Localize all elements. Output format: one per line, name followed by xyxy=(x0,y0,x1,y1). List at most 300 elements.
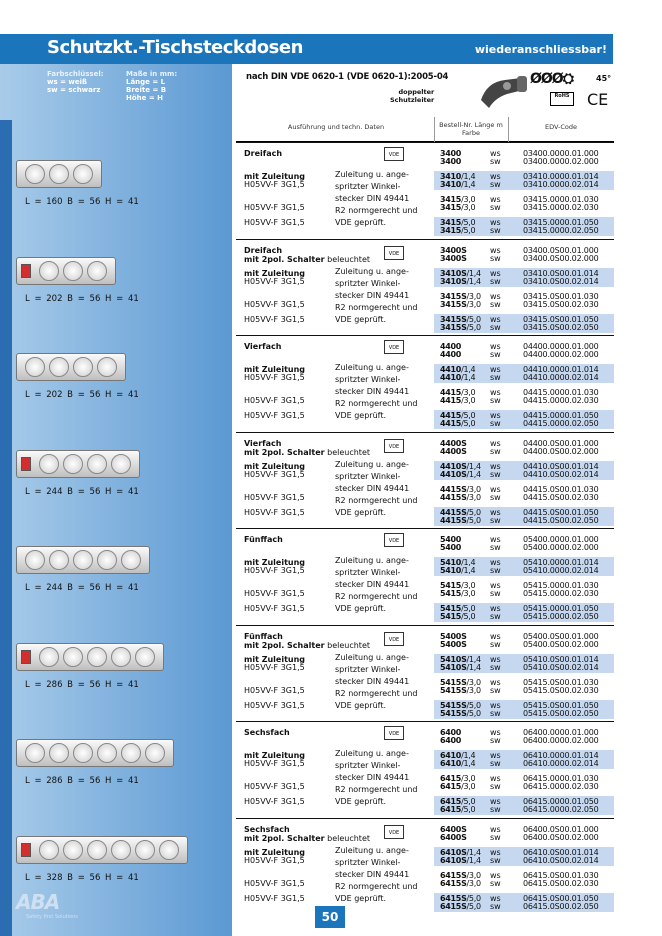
cable-description-line: R2 normgerecht und xyxy=(335,495,418,505)
order-code: 3415 xyxy=(440,195,462,204)
product-block xyxy=(236,818,614,915)
cable-description-line: Zuleitung u. ange- xyxy=(335,459,409,469)
edv-code: 03415.0S00.02.050 xyxy=(523,322,599,332)
power-strip-image xyxy=(16,450,140,478)
cable-type: H05VV-F 3G1,5 xyxy=(244,218,305,227)
order-number xyxy=(440,833,467,842)
color-code: ws xyxy=(490,728,501,737)
color-code: sw xyxy=(490,253,501,263)
edv-code: 05410.0000.02.014 xyxy=(523,566,599,575)
with-cable-label: mit Zuleitung xyxy=(244,172,306,181)
switch-note: beleuchtet xyxy=(324,447,370,457)
power-strip-image xyxy=(16,739,174,767)
cable-description-line: stecker DIN 49441 xyxy=(335,869,410,879)
left-edge-strip xyxy=(0,120,12,936)
order-code: 6415 xyxy=(440,774,462,783)
color-code: sw xyxy=(490,805,501,814)
cable-description-line: spritzter Winkel- xyxy=(335,182,401,191)
color-code: sw xyxy=(490,180,501,189)
socket-icon xyxy=(73,743,93,763)
cable-description-line: R2 normgerecht und xyxy=(335,399,418,408)
color-code: ws xyxy=(490,604,501,613)
edv-code: 03415.0S00.02.030 xyxy=(523,299,599,309)
color-code: ws xyxy=(490,654,501,664)
with-cable-label: mit Zuleitung xyxy=(244,365,306,374)
order-code: 4415S xyxy=(440,515,467,525)
column-header-order-number-line1: Bestell-Nr. Länge m xyxy=(439,121,503,129)
cable-length: /3,0 xyxy=(466,484,481,494)
edv-code: 05410.0S00.02.014 xyxy=(523,662,599,672)
edv-code: 04415.0000.01.030 xyxy=(523,388,599,397)
cable-length: /5,0 xyxy=(466,507,481,517)
cable-type: H05VV-F 3G1,5 xyxy=(244,299,305,309)
cable-description-line: VDE geprüft. xyxy=(335,700,387,710)
cable-length: /5,0 xyxy=(461,419,476,428)
edv-code: 05415.0000.01.030 xyxy=(523,581,599,590)
color-code: ws xyxy=(490,461,501,471)
color-code: sw xyxy=(490,203,501,212)
edv-code: 06410.0S00.02.014 xyxy=(523,855,599,865)
cable-description-line: spritzter Winkel- xyxy=(335,857,401,867)
socket-icon xyxy=(63,647,83,667)
cable-description xyxy=(335,169,435,229)
cable-type: H05VV-F 3G1,5 xyxy=(244,411,305,420)
product-title: Vierfach xyxy=(244,342,282,351)
power-switch-icon xyxy=(21,264,31,278)
cable-description-line: R2 normgerecht und xyxy=(335,302,418,312)
norm-text: nach DIN VDE 0620-1 (VDE 0620-1):2005-04 xyxy=(246,72,449,82)
order-number xyxy=(440,419,475,428)
page-number: 50 xyxy=(315,906,345,928)
cable-length: /3,0 xyxy=(461,589,476,598)
order-number xyxy=(440,782,475,791)
order-number xyxy=(440,805,475,814)
product-heading xyxy=(244,342,281,351)
color-code: ws xyxy=(490,314,501,324)
order-code: 6400 xyxy=(440,728,462,737)
header-bar xyxy=(0,34,613,64)
cable-length: /3,0 xyxy=(461,782,476,791)
order-code: 6415S xyxy=(440,878,467,888)
cable-type: H05VV-F 3G1,5 xyxy=(244,893,305,903)
cable-length: /3,0 xyxy=(466,299,481,309)
order-code: 3400 xyxy=(440,149,462,158)
color-code: sw xyxy=(490,855,501,865)
socket-icon xyxy=(49,164,69,184)
edv-code: 05400.0000.02.000 xyxy=(523,543,599,552)
product-block xyxy=(236,625,614,722)
page-title: Schutzkt.-Tischsteckdosen xyxy=(47,37,303,58)
order-code: 5415S xyxy=(440,677,467,687)
color-code: sw xyxy=(490,612,501,621)
cable-description-line: VDE geprüft. xyxy=(335,314,387,324)
cable-length: /1,4 xyxy=(461,172,476,181)
edv-code: 03415.0S00.01.030 xyxy=(523,291,599,301)
order-code: 4415S xyxy=(440,484,467,494)
order-code: 5415S xyxy=(440,700,467,710)
order-number xyxy=(440,350,461,359)
edv-code: 06400.0S00.01.000 xyxy=(523,824,599,834)
cable-description-line: stecker DIN 49441 xyxy=(335,676,410,686)
brand-tagline: Safety first Solutions xyxy=(26,914,78,920)
order-code: 3410 xyxy=(440,180,462,189)
cable-description-line: VDE geprüft. xyxy=(335,218,387,227)
cable-length: /3,0 xyxy=(466,677,481,687)
edv-code: 03410.0000.01.014 xyxy=(523,172,599,181)
order-code: 3410 xyxy=(440,172,462,181)
color-code: ws xyxy=(490,388,501,397)
product-dimensions: L = 202 B = 56 H = 41 xyxy=(25,293,139,304)
socket-icon xyxy=(39,454,59,474)
color-code: sw xyxy=(490,759,501,768)
edv-code: 03410.0S00.01.014 xyxy=(523,268,599,278)
order-code: 3400S xyxy=(440,253,467,263)
column-header-description: Ausführung und techn. Daten xyxy=(287,123,385,131)
edv-code: 04400.0000.01.000 xyxy=(523,342,599,351)
cable-length: /3,0 xyxy=(466,492,481,502)
color-code: ws xyxy=(490,774,501,783)
color-code: sw xyxy=(490,662,501,672)
cable-length: /1,4 xyxy=(461,558,476,567)
color-code: sw xyxy=(490,566,501,575)
order-number xyxy=(440,516,481,525)
color-code: ws xyxy=(490,847,501,857)
order-code: 5410 xyxy=(440,566,462,575)
product-title: Dreifach xyxy=(244,149,283,158)
double-earth-line2: Schutzleiter xyxy=(390,96,435,104)
edv-code: 06410.0S00.01.014 xyxy=(523,847,599,857)
order-number xyxy=(440,203,475,212)
order-number xyxy=(440,254,467,263)
safety-symbols: ØØØ⛭ xyxy=(530,71,573,87)
cable-length: /1,4 xyxy=(466,654,481,664)
socket-icon xyxy=(97,550,117,570)
edv-code: 05415.0000.02.050 xyxy=(523,612,599,621)
order-number xyxy=(440,612,475,621)
color-code: sw xyxy=(490,446,501,456)
product-heading xyxy=(244,825,370,843)
color-code: sw xyxy=(490,322,501,332)
cable-type: H05VV-F 3G1,5 xyxy=(244,469,305,479)
order-number xyxy=(440,470,481,479)
edv-code: 03400.0000.02.000 xyxy=(523,157,599,166)
socket-icon xyxy=(145,743,165,763)
socket-icon xyxy=(111,647,131,667)
edv-code: 06415.0S00.01.050 xyxy=(523,893,599,903)
power-strip-image xyxy=(16,257,116,285)
socket-icon xyxy=(97,743,117,763)
color-code: sw xyxy=(490,736,501,745)
socket-icon xyxy=(97,357,117,377)
color-code: ws xyxy=(490,268,501,278)
socket-icon xyxy=(63,454,83,474)
with-cable-label: mit Zuleitung xyxy=(244,268,306,278)
socket-icon xyxy=(111,454,131,474)
socket-icon xyxy=(73,550,93,570)
color-code: ws xyxy=(490,484,501,494)
order-code: 5400 xyxy=(440,543,462,552)
edv-code: 03410.0S00.02.014 xyxy=(523,276,599,286)
cable-type: H05VV-F 3G1,5 xyxy=(244,589,305,598)
color-code: ws xyxy=(490,342,501,351)
power-switch-icon xyxy=(21,650,31,664)
product-switch-line xyxy=(244,641,370,650)
socket-icon xyxy=(25,550,45,570)
cable-length: /3,0 xyxy=(461,581,476,590)
socket-icon xyxy=(39,840,59,860)
cable-type: H05VV-F 3G1,5 xyxy=(244,507,305,517)
edv-code: 04415.0S00.01.050 xyxy=(523,507,599,517)
color-code: sw xyxy=(490,589,501,598)
order-code: 3400 xyxy=(440,157,462,166)
order-code: 6410S xyxy=(440,847,467,857)
color-code: sw xyxy=(490,639,501,649)
order-code: 3415S xyxy=(440,322,467,332)
socket-icon xyxy=(73,357,93,377)
cable-description-line: stecker DIN 49441 xyxy=(335,483,410,493)
cable-length: /1,4 xyxy=(466,469,481,479)
color-code: ws xyxy=(490,507,501,517)
double-earth-line1: doppelter xyxy=(398,88,435,96)
power-strip-image xyxy=(16,836,188,864)
cable-description-line: spritzter Winkel- xyxy=(335,471,401,481)
product-heading xyxy=(244,439,370,457)
order-code: 4415 xyxy=(440,388,462,397)
cable-length: /5,0 xyxy=(461,411,476,420)
socket-icon xyxy=(49,743,69,763)
edv-code: 06415.0S00.02.050 xyxy=(523,901,599,911)
order-code: 5415 xyxy=(440,581,462,590)
cable-description-line: R2 normgerecht und xyxy=(335,785,418,794)
product-heading xyxy=(244,728,290,737)
color-code: ws xyxy=(490,797,501,806)
socket-icon xyxy=(39,647,59,667)
cable-length: /1,4 xyxy=(461,751,476,760)
color-code: sw xyxy=(490,419,501,428)
order-code: 4415 xyxy=(440,396,462,405)
power-strip-image xyxy=(16,546,150,574)
socket-icon xyxy=(25,357,45,377)
color-code: ws xyxy=(490,535,501,544)
product-dimensions: L = 244 B = 56 H = 41 xyxy=(25,486,139,497)
order-code: 6415 xyxy=(440,797,462,806)
cable-length: /5,0 xyxy=(461,797,476,806)
cable-type: H05VV-F 3G1,5 xyxy=(244,314,305,324)
cable-description-line: spritzter Winkel- xyxy=(335,375,401,384)
edv-code: 06415.0S00.02.030 xyxy=(523,878,599,888)
cable-type: H05VV-F 3G1,5 xyxy=(244,797,305,806)
cable-type: H05VV-F 3G1,5 xyxy=(244,566,305,575)
order-number xyxy=(440,736,461,745)
color-code: ws xyxy=(490,291,501,301)
dimension-legend xyxy=(126,70,177,102)
color-code: sw xyxy=(490,782,501,791)
order-code: 6415S xyxy=(440,870,467,880)
socket-icon xyxy=(63,840,83,860)
edv-code: 06415.0000.02.050 xyxy=(523,805,599,814)
product-title: Sechsfach xyxy=(244,824,290,834)
color-code: sw xyxy=(490,685,501,695)
cable-description xyxy=(335,362,435,422)
cable-length: /3,0 xyxy=(461,195,476,204)
edv-code: 06410.0000.02.014 xyxy=(523,759,599,768)
order-code: 5415S xyxy=(440,708,467,718)
order-number xyxy=(440,759,475,768)
order-number xyxy=(440,277,481,286)
cable-type: H05VV-F 3G1,5 xyxy=(244,685,305,695)
color-code: sw xyxy=(490,469,501,479)
edv-code: 04415.0S00.02.030 xyxy=(523,492,599,502)
product-title: Sechsfach xyxy=(244,728,290,737)
order-code: 3415S xyxy=(440,299,467,309)
order-code: 6415 xyxy=(440,805,462,814)
cable-description-line: stecker DIN 49441 xyxy=(335,290,410,300)
order-number xyxy=(440,543,461,552)
socket-icon xyxy=(25,743,45,763)
cable-description-line: stecker DIN 49441 xyxy=(335,773,410,782)
edv-code: 05415.0S00.02.050 xyxy=(523,708,599,718)
color-code: ws xyxy=(490,700,501,710)
dimension-legend-length: Länge = L xyxy=(126,78,166,86)
ce-mark: CE xyxy=(587,90,609,109)
cable-description xyxy=(335,845,435,905)
cable-type: H05VV-F 3G1,5 xyxy=(244,276,305,286)
cable-type: H05VV-F 3G1,5 xyxy=(244,396,305,405)
edv-code: 04415.0000.01.050 xyxy=(523,411,599,420)
order-number xyxy=(440,640,467,649)
cable-length: /1,4 xyxy=(461,759,476,768)
order-code: 3415 xyxy=(440,203,462,212)
product-block xyxy=(236,142,614,239)
cable-length: /5,0 xyxy=(461,218,476,227)
order-code: 4410 xyxy=(440,373,462,382)
switch-note: beleuchtet xyxy=(324,254,370,264)
edv-code: 05400.0S00.02.000 xyxy=(523,639,599,649)
order-code: 6400S xyxy=(440,832,467,842)
socket-icon xyxy=(87,647,107,667)
cable-length: /5,0 xyxy=(466,322,481,332)
order-code: 3415S xyxy=(440,291,467,301)
color-code: sw xyxy=(490,515,501,525)
order-code: 4415S xyxy=(440,507,467,517)
product-heading xyxy=(244,535,283,544)
cable-length: /3,0 xyxy=(461,203,476,212)
with-cable-label: mit Zuleitung xyxy=(244,558,306,567)
with-cable-label: mit Zuleitung xyxy=(244,654,306,664)
order-code: 4400S xyxy=(440,438,467,448)
cable-description-line: spritzter Winkel- xyxy=(335,278,401,288)
cable-description-line: VDE geprüft. xyxy=(335,604,387,613)
color-code: sw xyxy=(490,901,501,911)
edv-code: 06400.0000.02.000 xyxy=(523,736,599,745)
socket-icon xyxy=(87,261,107,281)
cable-description-line: VDE geprüft. xyxy=(335,797,387,806)
cable-length: /5,0 xyxy=(461,604,476,613)
edv-code: 06415.0000.02.030 xyxy=(523,782,599,791)
cable-length: /1,4 xyxy=(466,268,481,278)
order-code: 6410S xyxy=(440,855,467,865)
edv-code: 03415.0000.02.030 xyxy=(523,203,599,212)
cable-length: /5,0 xyxy=(461,226,476,235)
edv-code: 03400.0S00.02.000 xyxy=(523,253,599,263)
product-title: Vierfach xyxy=(244,438,282,448)
cable-length: /1,4 xyxy=(466,461,481,471)
order-number xyxy=(440,180,475,189)
vde-mark-icon: VDE xyxy=(384,439,404,453)
cable-type: H05VV-F 3G1,5 xyxy=(244,373,305,382)
cable-length: /5,0 xyxy=(461,612,476,621)
order-code: 5400 xyxy=(440,535,462,544)
color-code: sw xyxy=(490,492,501,502)
order-code: 6410 xyxy=(440,759,462,768)
edv-code: 03400.0S00.01.000 xyxy=(523,245,599,255)
cable-description-line: VDE geprüft. xyxy=(335,507,387,517)
socket-icon xyxy=(111,840,131,860)
edv-code: 05415.0000.02.030 xyxy=(523,589,599,598)
column-header-order-number xyxy=(434,121,508,137)
socket-icon xyxy=(135,647,155,667)
switch-label: mit 2pol. Schalter xyxy=(244,254,325,264)
edv-code: 05415.0000.01.050 xyxy=(523,604,599,613)
cable-description-line: Zuleitung u. ange- xyxy=(335,845,409,855)
norm-header xyxy=(232,64,613,120)
column-header-color: Farbe xyxy=(462,129,480,137)
cable-description-line: R2 normgerecht und xyxy=(335,206,418,215)
power-strip-image xyxy=(16,643,164,671)
edv-code: 05400.0S00.01.000 xyxy=(523,631,599,641)
cable-description-line: stecker DIN 49441 xyxy=(335,387,410,396)
with-cable-label: mit Zuleitung xyxy=(244,847,306,857)
edv-code: 04410.0000.02.014 xyxy=(523,373,599,382)
color-code: ws xyxy=(490,149,501,158)
socket-icon xyxy=(87,454,107,474)
order-code: 4400S xyxy=(440,446,467,456)
color-code: sw xyxy=(490,396,501,405)
cable-length: /3,0 xyxy=(461,774,476,783)
cable-type: H05VV-F 3G1,5 xyxy=(244,203,305,212)
order-code: 6400 xyxy=(440,736,462,745)
cable-length: /3,0 xyxy=(466,291,481,301)
order-number xyxy=(440,226,475,235)
product-heading xyxy=(244,149,282,158)
order-number xyxy=(440,589,475,598)
edv-code: 05400.0000.01.000 xyxy=(523,535,599,544)
product-dimensions: L = 286 B = 56 H = 41 xyxy=(25,679,139,690)
cable-type: H05VV-F 3G1,5 xyxy=(244,180,305,189)
edv-code: 06415.0000.01.050 xyxy=(523,797,599,806)
product-dimensions: L = 244 B = 56 H = 41 xyxy=(25,583,139,593)
cable-type: H05VV-F 3G1,5 xyxy=(244,492,305,502)
color-code: ws xyxy=(490,218,501,227)
color-code: ws xyxy=(490,751,501,760)
product-block xyxy=(236,528,614,625)
order-code: 4410S xyxy=(440,461,467,471)
brand-logo: ABA xyxy=(16,890,60,914)
column-header-edv-code: EDV-Code xyxy=(544,123,578,131)
edv-code: 05410.0S00.01.014 xyxy=(523,654,599,664)
with-cable-label: mit Zuleitung xyxy=(244,751,306,760)
cable-length: /5,0 xyxy=(466,901,481,911)
edv-code: 06415.0000.01.030 xyxy=(523,774,599,783)
product-block xyxy=(236,335,614,432)
color-code: sw xyxy=(490,832,501,842)
power-strip-image xyxy=(16,160,102,188)
order-number xyxy=(440,566,475,575)
product-switch-line xyxy=(244,255,370,264)
order-code: 4415 xyxy=(440,419,462,428)
product-dimensions: L = 160 B = 56 H = 41 xyxy=(25,197,139,207)
cable-description xyxy=(335,555,435,615)
